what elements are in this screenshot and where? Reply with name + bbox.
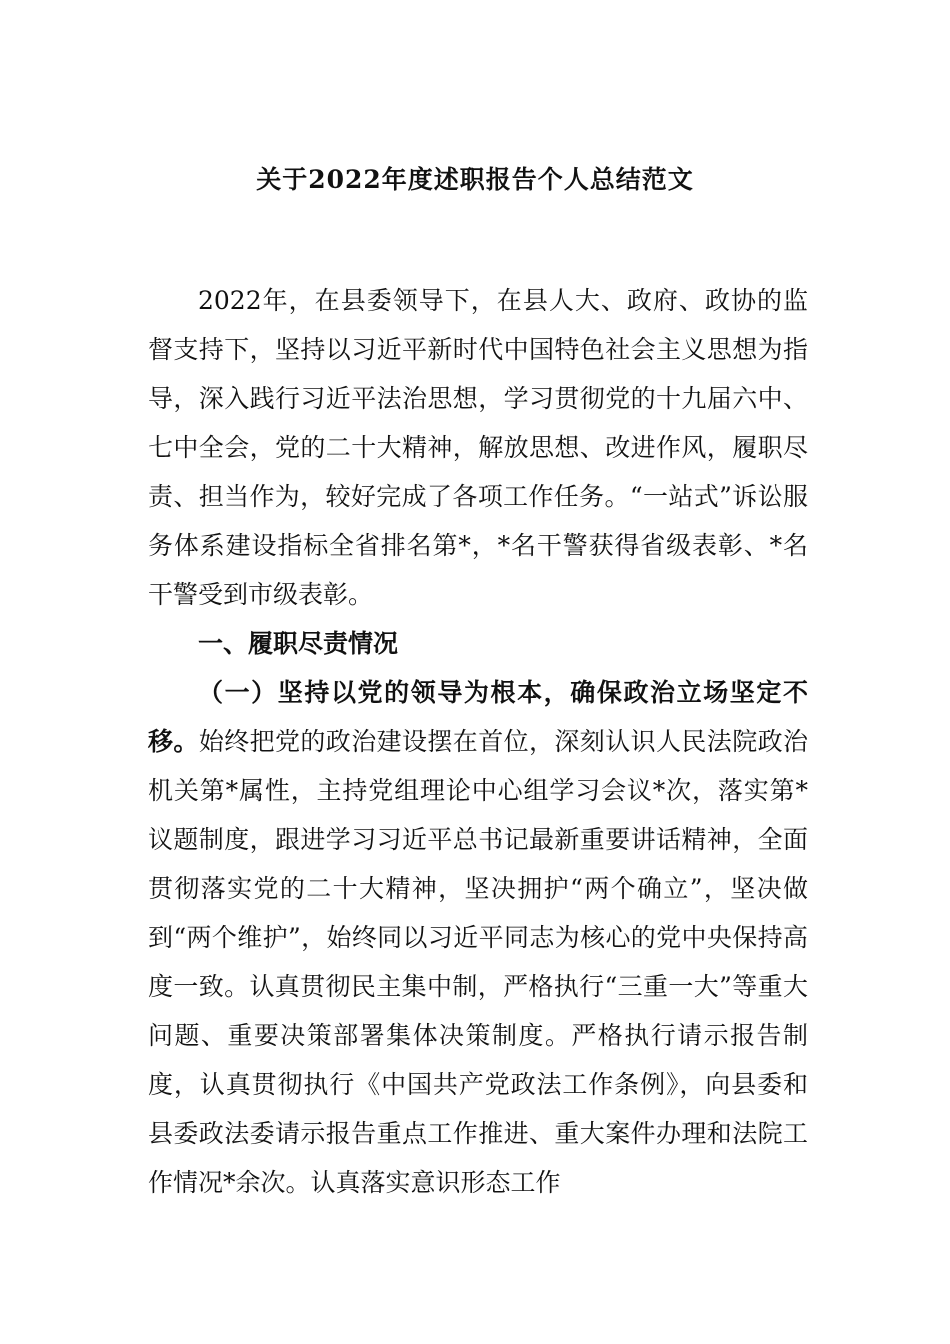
subsection-text: 始终把党的政治建设摆在首位，深刻认识人民法院政治机关第*属性，主持党组理论中心组学习会议*次，落实第*议题制度，跟进学习习近平总书记最新重要讲话精神，全面贯彻落实党的二十大精神，坚决拥护“两个确立”，坚决做到“两个维护”，始终同以习近平同志为核心的党中央保持高度一致。认真贯彻民主集中制，严格执行“三重一大”等重大问题、重要决策部署集体决策制度。严格执行请示报告制度，认真贯彻执行《中国共产党政法工作条例》，向县委和县委政法委请示报告重点工作推进、重大案件办理和法院工作情况*余次。认真落实意识形态工作 <box>148 727 808 1197</box>
document-body <box>148 276 808 1207</box>
subsection-lead: （一）坚持以党的领导为根本，确保政治立场坚定不移。 <box>148 678 808 756</box>
subsection-paragraph <box>148 668 808 1207</box>
document-title: 关于2022年度述职报告个人总结范文 <box>256 165 694 194</box>
section-heading: 一、履职尽责情况 <box>198 629 399 658</box>
intro-paragraph: 2022年，在县委领导下，在县人大、政府、政协的监督支持下，坚持以习近平新时代中国特色社会主义思想为指导，深入践行习近平法治思想，学习贯彻党的十九届六中、七中全会，党的二十大精神，解放思想、改进作风，履职尽责、担当作为，较好完成了各项工作任务。“一站式”诉讼服务体系建设指标全省排名第*，*名干警获得省级表彰、*名干警受到市级表彰。 <box>148 286 808 609</box>
